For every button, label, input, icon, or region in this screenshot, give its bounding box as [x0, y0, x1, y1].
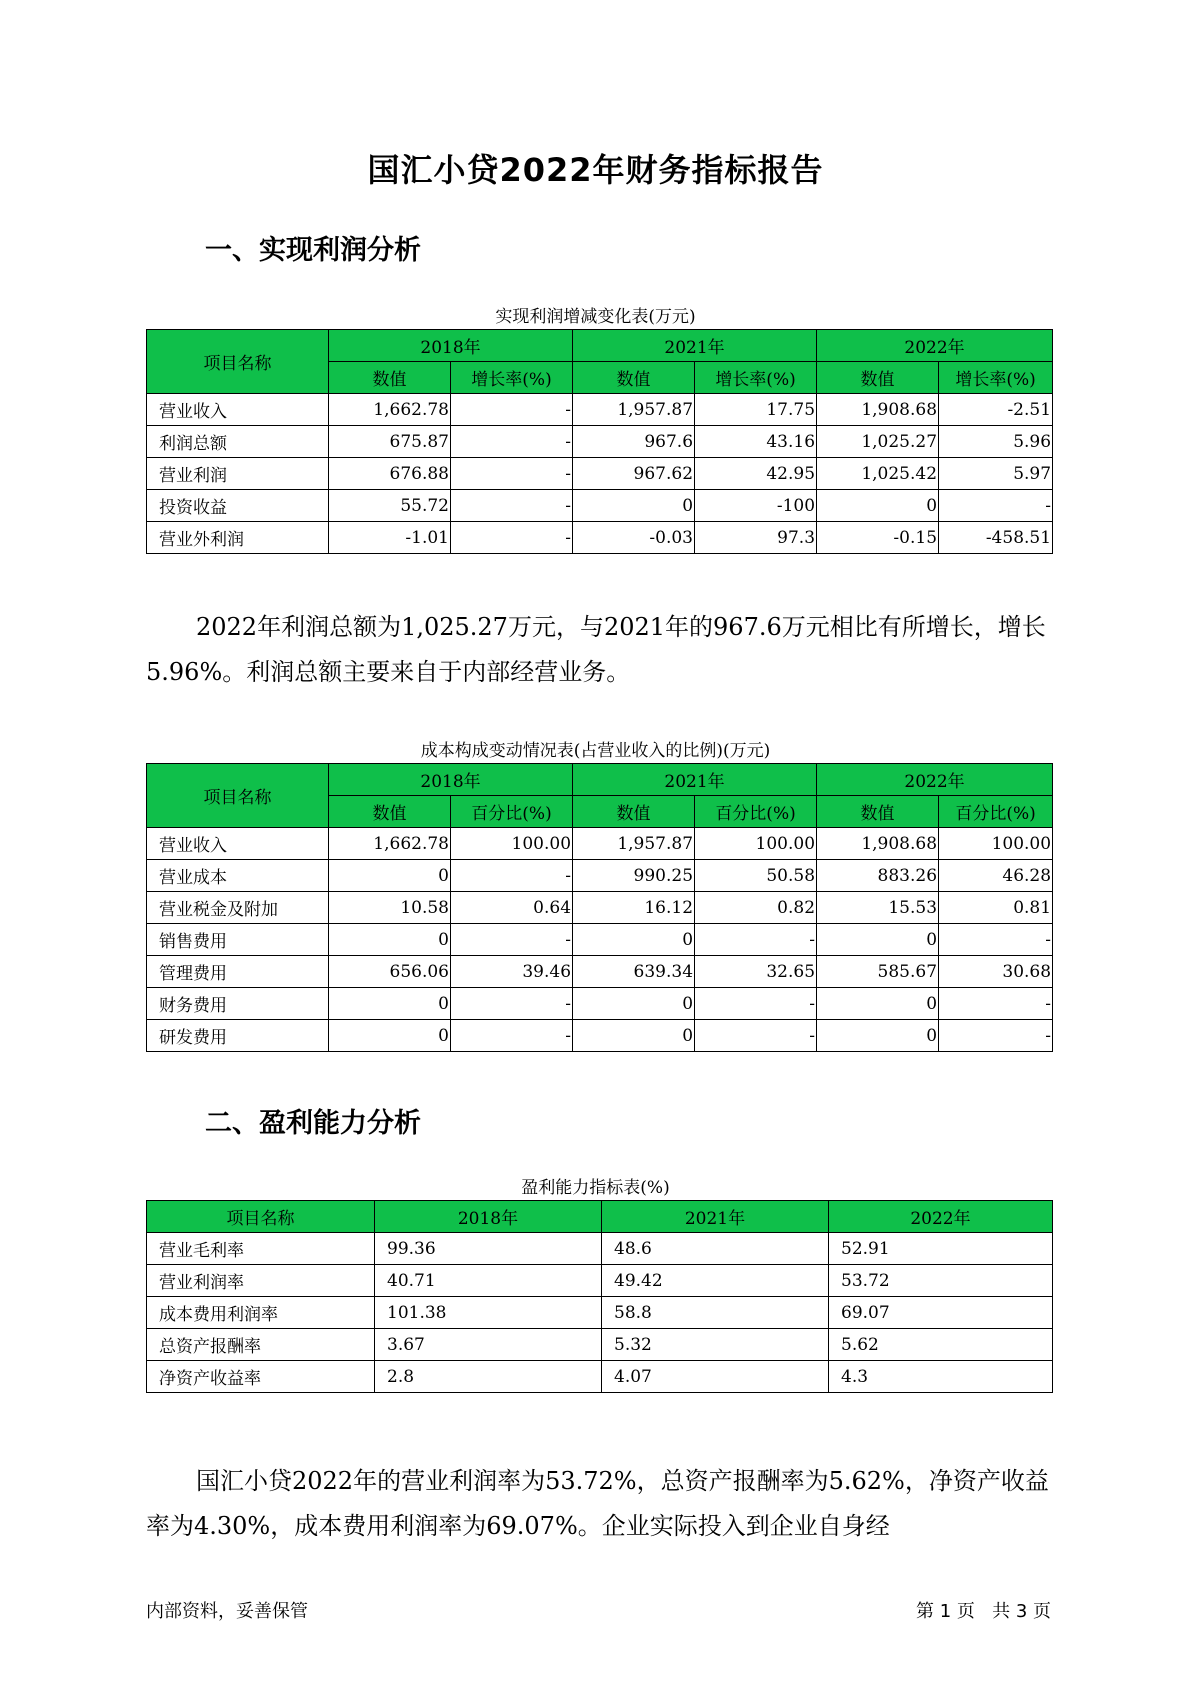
table-cell: 676.88	[329, 458, 451, 490]
sub-header: 数值	[817, 362, 939, 394]
table-cell: 5.96	[939, 426, 1053, 458]
table-cell: 2.8	[375, 1361, 602, 1393]
table-cell: 69.07	[829, 1297, 1053, 1329]
row-label: 销售费用	[147, 924, 329, 956]
row-label: 投资收益	[147, 490, 329, 522]
table-cell: 0	[573, 490, 695, 522]
sub-header: 百分比(%)	[695, 796, 817, 828]
table-row	[147, 956, 1053, 988]
table-row	[147, 860, 1053, 892]
table-header-name: 项目名称	[147, 764, 329, 828]
table-row	[147, 1329, 1053, 1361]
sub-header: 数值	[329, 796, 451, 828]
table-cell: 585.67	[817, 956, 939, 988]
table-row	[147, 924, 1053, 956]
table-cell: -	[451, 458, 573, 490]
table-cell: 40.71	[375, 1265, 602, 1297]
table-cell: -	[939, 924, 1053, 956]
table-cell: 32.65	[695, 956, 817, 988]
row-label: 净资产收益率	[147, 1361, 375, 1393]
table-cell: -	[695, 924, 817, 956]
table-cell: 10.58	[329, 892, 451, 924]
table-body	[147, 828, 1053, 1052]
year-header: 2018年	[375, 1201, 602, 1233]
table-cell: -0.03	[573, 522, 695, 554]
table-cell: 5.97	[939, 458, 1053, 490]
table-cell: 55.72	[329, 490, 451, 522]
table-cell: 0	[329, 1020, 451, 1052]
row-label: 研发费用	[147, 1020, 329, 1052]
table-cell: 675.87	[329, 426, 451, 458]
table-cell: -	[451, 522, 573, 554]
year-header: 2018年	[329, 764, 573, 796]
section2-heading: 二、盈利能力分析	[205, 1108, 421, 1139]
table-cell: 1,957.87	[573, 828, 695, 860]
table-row	[147, 522, 1053, 554]
table-cell: 639.34	[573, 956, 695, 988]
table-row	[147, 1361, 1053, 1393]
table-cell: 97.3	[695, 522, 817, 554]
year-header: 2022年	[817, 764, 1053, 796]
table-cell: -	[451, 394, 573, 426]
table-cell: 43.16	[695, 426, 817, 458]
table-row	[147, 1233, 1053, 1265]
paragraph-text: 国汇小贷2022年的营业利润率为53.72%，总资产报酬率为5.62%，净资产收益率为4.30%，成本费用利润率为69.07%。企业实际投入到企业自身经	[146, 1467, 1049, 1540]
footer-left: 内部资料，妥善保管	[146, 1601, 308, 1622]
table-cell: 0	[817, 924, 939, 956]
table-cell: 0.64	[451, 892, 573, 924]
table-row	[147, 1297, 1053, 1329]
table-cell: 0	[329, 860, 451, 892]
sub-header: 增长率(%)	[695, 362, 817, 394]
table-cell: 1,662.78	[329, 394, 451, 426]
table-row	[147, 892, 1053, 924]
table-row	[147, 458, 1053, 490]
table-cell: 39.46	[451, 956, 573, 988]
table-cell: -458.51	[939, 522, 1053, 554]
cost-structure-table	[146, 763, 1053, 1052]
table-cell: 46.28	[939, 860, 1053, 892]
table-row	[147, 426, 1053, 458]
table-cell: 967.62	[573, 458, 695, 490]
row-label: 财务费用	[147, 988, 329, 1020]
sub-header: 数值	[573, 362, 695, 394]
profit-change-table	[146, 329, 1053, 554]
table-cell: 0	[817, 1020, 939, 1052]
row-label: 管理费用	[147, 956, 329, 988]
table-cell: 990.25	[573, 860, 695, 892]
row-label: 营业成本	[147, 860, 329, 892]
table-cell: -	[939, 988, 1053, 1020]
year-header: 2018年	[329, 330, 573, 362]
year-header: 2021年	[573, 764, 817, 796]
sub-header: 增长率(%)	[451, 362, 573, 394]
section1-heading: 一、实现利润分析	[205, 235, 421, 266]
table-cell: -	[451, 490, 573, 522]
table-cell: 0.82	[695, 892, 817, 924]
sub-header: 百分比(%)	[451, 796, 573, 828]
table-cell: 17.75	[695, 394, 817, 426]
table-cell: -	[451, 1020, 573, 1052]
table-cell: 3.67	[375, 1329, 602, 1361]
table-cell: 0	[817, 490, 939, 522]
table3-caption: 盈利能力指标表(%)	[521, 1178, 670, 1198]
table-cell: -	[451, 988, 573, 1020]
year-header: 2021年	[602, 1201, 829, 1233]
table-cell: 4.07	[602, 1361, 829, 1393]
row-label: 营业毛利率	[147, 1233, 375, 1265]
table-row	[147, 394, 1053, 426]
table-cell: -	[451, 924, 573, 956]
table-cell: 1,957.87	[573, 394, 695, 426]
table-cell: -1.01	[329, 522, 451, 554]
table-row	[147, 490, 1053, 522]
row-label: 营业收入	[147, 394, 329, 426]
row-label: 利润总额	[147, 426, 329, 458]
row-label: 营业利润率	[147, 1265, 375, 1297]
table-row	[147, 1265, 1053, 1297]
sub-header: 增长率(%)	[939, 362, 1053, 394]
row-label: 营业利润	[147, 458, 329, 490]
table-cell: 5.62	[829, 1329, 1053, 1361]
table-body	[147, 394, 1053, 554]
table-cell: -	[939, 490, 1053, 522]
profitability-table	[146, 1200, 1053, 1393]
table-cell: -	[451, 860, 573, 892]
row-label: 营业收入	[147, 828, 329, 860]
table-row	[147, 1020, 1053, 1052]
table2-caption: 成本构成变动情况表(占营业收入的比例)(万元)	[420, 741, 771, 761]
table-cell: 1,908.68	[817, 828, 939, 860]
table-cell: 16.12	[573, 892, 695, 924]
table-cell: -	[939, 1020, 1053, 1052]
row-label: 成本费用利润率	[147, 1297, 375, 1329]
table-cell: 52.91	[829, 1233, 1053, 1265]
table-cell: 0	[817, 988, 939, 1020]
table-body	[147, 1233, 1053, 1393]
table-cell: 15.53	[817, 892, 939, 924]
table-cell: -0.15	[817, 522, 939, 554]
table-cell: 1,908.68	[817, 394, 939, 426]
sub-header: 数值	[573, 796, 695, 828]
table-header-name: 项目名称	[147, 1201, 375, 1233]
table-cell: 42.95	[695, 458, 817, 490]
table-cell: -	[451, 426, 573, 458]
table-cell: 1,662.78	[329, 828, 451, 860]
year-header: 2022年	[817, 330, 1053, 362]
table-cell: 100.00	[939, 828, 1053, 860]
table-cell: 99.36	[375, 1233, 602, 1265]
table-cell: 53.72	[829, 1265, 1053, 1297]
table-cell: 50.58	[695, 860, 817, 892]
table-cell: 1,025.27	[817, 426, 939, 458]
report-title: 国汇小贷2022年财务指标报告	[367, 151, 824, 189]
table-cell: -2.51	[939, 394, 1053, 426]
table-cell: 5.32	[602, 1329, 829, 1361]
table-cell: -	[695, 1020, 817, 1052]
page-number: 第 1 页 共 3 页	[916, 1601, 1051, 1622]
table-cell: 0	[573, 1020, 695, 1052]
table-row	[147, 828, 1053, 860]
table-cell: 100.00	[695, 828, 817, 860]
table-cell: 883.26	[817, 860, 939, 892]
table-cell: 0	[329, 988, 451, 1020]
table-cell: -100	[695, 490, 817, 522]
table1-caption: 实现利润增减变化表(万元)	[495, 307, 696, 327]
table-cell: 30.68	[939, 956, 1053, 988]
table-header-name: 项目名称	[147, 330, 329, 394]
profitability-paragraph	[146, 1459, 1051, 1549]
table-cell: 4.3	[829, 1361, 1053, 1393]
table-cell: -	[695, 988, 817, 1020]
row-label: 总资产报酬率	[147, 1329, 375, 1361]
table-cell: 49.42	[602, 1265, 829, 1297]
table-cell: 101.38	[375, 1297, 602, 1329]
row-label: 营业税金及附加	[147, 892, 329, 924]
table-row	[147, 988, 1053, 1020]
year-header: 2021年	[573, 330, 817, 362]
table-cell: 0	[329, 924, 451, 956]
table-cell: 0.81	[939, 892, 1053, 924]
table-cell: 58.8	[602, 1297, 829, 1329]
table-cell: 656.06	[329, 956, 451, 988]
sub-header: 百分比(%)	[939, 796, 1053, 828]
table-cell: 0	[573, 988, 695, 1020]
row-label: 营业外利润	[147, 522, 329, 554]
paragraph-text: 2022年利润总额为1,025.27万元，与2021年的967.6万元相比有所增长，增长5.96%。利润总额主要来自于内部经营业务。	[146, 613, 1046, 686]
table-cell: 967.6	[573, 426, 695, 458]
sub-header: 数值	[329, 362, 451, 394]
year-header: 2022年	[829, 1201, 1053, 1233]
table-cell: 100.00	[451, 828, 573, 860]
table-cell: 48.6	[602, 1233, 829, 1265]
profit-paragraph	[146, 605, 1051, 695]
sub-header: 数值	[817, 796, 939, 828]
table-cell: 0	[573, 924, 695, 956]
table-cell: 1,025.42	[817, 458, 939, 490]
